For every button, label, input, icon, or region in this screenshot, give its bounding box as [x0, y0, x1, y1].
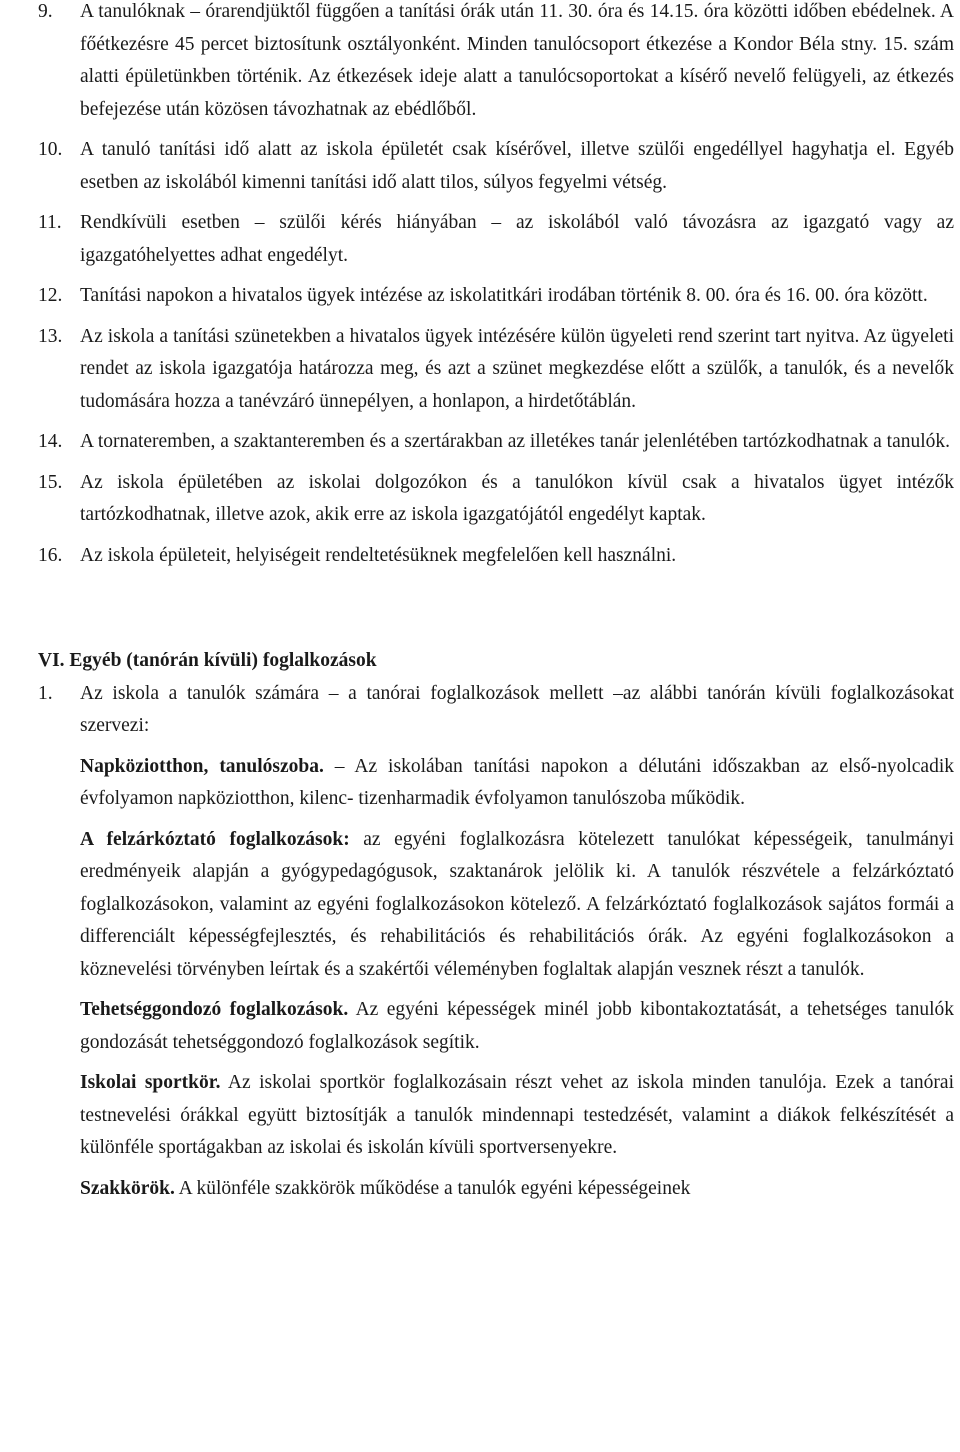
paragraph-heading: Szakkörök.: [80, 1177, 175, 1199]
item-text: A tanuló tanítási idő alatt az iskola épületét csak kísérővel, illetve szülői engedéllyel hagyhatja el. Egyéb esetben az iskolából kimenni tanítási idő alatt tilos, súlyos fegyelmi vétség.: [80, 139, 954, 193]
item-number: 13.: [38, 325, 63, 347]
item-text: A tanulóknak – órarendjüktől függően a tanítási órák után 11. 30. óra és 14.15. óra közötti időben ebédelnek. A főétkezésre 45 percet biztosítunk osztályonként. Minden tanulócsoport étkezése a Kondor Béla stny. 15. szám alatti épületünkben történik. Az étkezések ideje alatt a tanulócsoportokat a kísérő nevelő felügyeli, az étkezés befejezése után közösen távozhatnak az ebédlőből.: [80, 1, 954, 120]
section-intro: [0, 678, 960, 743]
paragraph-heading: Tehetséggondozó foglalkozások.: [80, 999, 349, 1020]
list-item: [0, 280, 960, 313]
item-number: 14.: [38, 431, 63, 452]
paragraph-tehetseggondozo: [0, 994, 960, 1059]
paragraph-napkozi: [0, 751, 960, 816]
item-number: 10.: [38, 139, 63, 160]
paragraph-heading: Napköziotthon, tanulószoba.: [80, 755, 324, 777]
list-item: [0, 0, 960, 126]
paragraph-text: A különféle szakkörök működése a tanulók egyéni képességeinek: [174, 1177, 691, 1199]
item-number: 16.: [38, 544, 63, 566]
list-item: [0, 134, 960, 199]
item-text: Az iskola a tanulók számára – a tanórai foglalkozások mellett –az alábbi tanórán kívüli foglalkozásokat szervezi:: [80, 682, 954, 736]
paragraph-text: – Az iskolában tanítási napokon a délutáni időszakban az első-nyolcadik évfolyamon napköziotthon, kilenc- tizenharmadik évfolyamon tanulószoba működik.: [80, 755, 955, 809]
paragraph-heading: Iskolai sportkör.: [80, 1072, 221, 1093]
item-text: Rendkívüli esetben – szülői kérés hiányában – az iskolából való távozásra az igazgató vagy az igazgatóhelyettes adhat engedélyt.: [80, 212, 954, 266]
item-number: 11.: [38, 212, 62, 233]
item-text: A tornateremben, a szaktanteremben és a szertárakban az illetékes tanár jelenlétében tartózkodhatnak a tanulók.: [80, 431, 951, 452]
item-text: Az iskola a tanítási szünetekben a hivatalos ügyek intézésére külön ügyeleti rend szerint tart nyitva. Az ügyeleti rendet az iskola igazgatója határozza meg, és azt a szünet megkezdése előtt a szülők, a tanulók, és a nevelők tudomására hozza a tanévzáró ünnepélyen, a honlapon, a hirdetőtáblán.: [80, 325, 954, 412]
item-number: 1.: [38, 682, 53, 704]
paragraph-heading: A felzárkóztató foglalkozások:: [80, 828, 350, 850]
list-item: [0, 540, 960, 573]
paragraph-felzarkoztato: [0, 824, 960, 987]
paragraph-text: Az egyéni képességek minél jobb kibontakoztatását, a tehetséges tanulók gondozását tehetséggondozó foglalkozások segítik.: [80, 999, 954, 1053]
item-number: 12.: [38, 285, 63, 306]
list-item: [0, 321, 960, 419]
item-text: Tanítási napokon a hivatalos ügyek intézése az iskolatitkári irodában történik 8. 00. óra és 16. 00. óra között.: [80, 285, 928, 306]
list-item: [0, 467, 960, 532]
item-text: Az iskola épületeit, helyiségeit rendeltetésüknek megfelelően kell használni.: [80, 544, 677, 566]
item-number: 9.: [38, 1, 53, 22]
list-item: [0, 207, 960, 272]
paragraph-text: az egyéni foglalkozásra kötelezett tanulókat képességeik, tanulmányi eredményeik alapján a gyógypedagógusok, szaktanárok jelölik ki. A tanulók részvétele a felzárkóztató foglalkozásokon, valamint az egyéni foglalkozásokon kötelező. A felzárkóztató foglalkozások sajátos formái a differenciált képességfejlesztés, és rehabilitációs és rehabilitációs órák. Az egyéni foglalkozásokon a köznevelési törvényben leírtak és a szakértői véleményben foglaltak alapján vesznek részt a tanulók.: [80, 828, 954, 980]
list-item: [0, 426, 960, 459]
paragraph-szakkorok: [0, 1173, 960, 1206]
paragraph-sportkor: [0, 1067, 960, 1165]
item-number: 15.: [38, 471, 63, 493]
paragraph-text: Az iskolai sportkör foglalkozásain részt vehet az iskola minden tanulója. Ezek a tanórai testnevelési órákkal együtt biztosítják a tanulók mindennapi testedzését, valamint a diákok felkészítését a különféle sportágakban az iskolai és iskolán kívüli sportversenyekre.: [80, 1072, 954, 1158]
item-text: Az iskola épületében az iskolai dolgozókon és a tanulókon kívül csak a hivatalos ügyet intézők tartózkodhatnak, illetve azok, akik erre az iskola igazgatójától engedélyt kaptak.: [80, 471, 954, 525]
section-heading: VI. Egyéb (tanórán kívüli) foglalkozások: [38, 650, 377, 671]
